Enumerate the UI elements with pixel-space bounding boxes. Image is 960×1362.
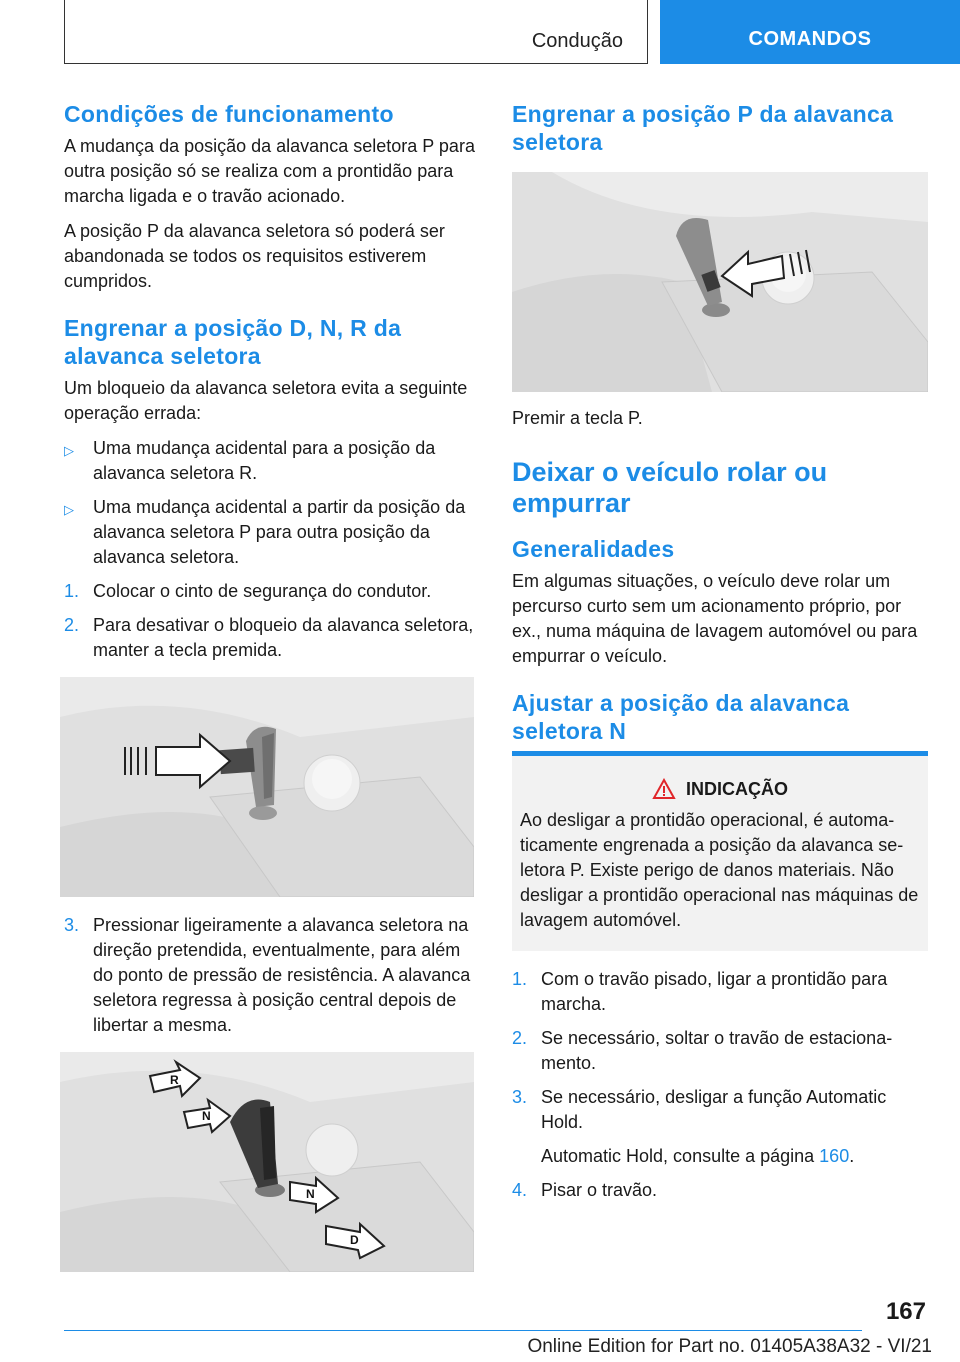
edition-text: Online Edition for Part no. 01405A38A32 - VI/21 (527, 1336, 932, 1357)
arrow-label-d: D (350, 1233, 359, 1247)
arrow-label-n-upper: N (202, 1109, 211, 1123)
step-item (512, 1026, 928, 1076)
heading-engage-p: Engrenar a posição P da alavanca seletora (512, 101, 894, 155)
step-text: Colocar o cinto de segurança do condutor. (93, 581, 432, 601)
heading-roll-push: Deixar o veículo rolar ou empurrar (512, 457, 828, 518)
step-text: Com o travão pisado, ligar a prontidão para marcha. (541, 969, 888, 1014)
step-item (64, 913, 480, 1038)
page-number: 167 (885, 1298, 926, 1325)
arrow-label-r: R (170, 1073, 179, 1087)
bullet-item (64, 495, 480, 570)
step-item (64, 579, 480, 604)
reference-text: Automatic Hold, consulte a página (541, 1146, 820, 1166)
step-item (512, 1085, 928, 1135)
step-text: Pisar o travão. (541, 1180, 658, 1200)
step-number: 4. (512, 1180, 528, 1200)
header-chapter: COMANDOS (748, 28, 872, 50)
heading-conditions: Condições de funcionamento (64, 101, 394, 127)
note-box (512, 751, 928, 951)
step-number: 2. (64, 615, 80, 635)
step-text: Pressionar ligeiramente a alavanca seletora na direção pretendida, eventualmente, para além do ponto de pressão de resistência. A alavanca seletora regressa à posição central depois de libertar a mesma. (93, 915, 471, 1035)
step-item (512, 967, 928, 1017)
bullet-item (64, 436, 480, 486)
reference-end: . (849, 1146, 855, 1166)
bullet-text: Uma mudança acidental para a posição da alavanca seletora R. (93, 438, 436, 483)
note-title-text: INDICAÇÃO (686, 778, 788, 799)
bullet-text: Uma mudança acidental a partir da posição da alavanca seletora P para outra posição da alavanca seletora. (93, 497, 466, 567)
step-item (64, 613, 480, 663)
step-number: 1. (512, 969, 528, 989)
step-number: 3. (512, 1087, 528, 1107)
note-title (520, 778, 920, 800)
header-section: Condução (531, 30, 623, 52)
heading-adjust-n: Ajustar a posição da alavanca seletora N (512, 690, 850, 744)
warning-triangle-icon (652, 778, 676, 800)
page-reference-link[interactable]: 160 (819, 1146, 850, 1166)
note-text: Ao desligar a prontidão operacional, é automaticamente engrenada a posição da alavanca seletora P. Existe perigo de danos materiais. Não desligar a prontidão operacional nas máquinas de lavagem automóvel. (520, 810, 919, 930)
paragraph-press-p: Premir a tecla P. (512, 408, 643, 428)
paragraph-lock: Um bloqueio da alavanca seletora evita a seguinte operação errada: (64, 378, 468, 423)
heading-engage-dnr: Engrenar a posição D, N, R da alavanca seletora (64, 315, 402, 369)
step-reference (512, 1144, 928, 1169)
step-text: Para desativar o bloqueio da alavanca seletora, manter a tecla premida. (93, 615, 474, 660)
illustration-lever-directions (60, 1052, 474, 1272)
step-number: 3. (64, 915, 80, 935)
paragraph-general: Em algumas situações, o veículo deve rolar um percurso curto sem um acionamento próprio, por ex., numa máquina de lavagem automóvel ou para empurrar o veículo. (512, 571, 918, 666)
footer-divider (64, 1330, 862, 1331)
right-column (512, 100, 928, 1212)
step-text: Se necessário, soltar o travão de estacionamento. (541, 1028, 893, 1073)
heading-general: Generalidades (512, 536, 675, 562)
paragraph-conditions-1: A mudança da posição da alavanca seletora P para outra posição só se realiza com a prontidão para marcha ligada e o travão acionado. (64, 136, 475, 206)
step-item (512, 1178, 928, 1203)
triangle-bullet-icon: ▷ (64, 502, 74, 517)
triangle-bullet-icon: ▷ (64, 443, 74, 458)
step-number: 2. (512, 1028, 528, 1048)
arrow-label-n-lower: N (306, 1187, 315, 1201)
step-number: 1. (64, 581, 80, 601)
left-column (64, 100, 480, 1272)
header-section-box (64, 0, 648, 64)
illustration-p-button (512, 172, 928, 392)
paragraph-conditions-2: A posição P da alavanca seletora só poderá ser abandonada se todos os requisitos estiverem cumpridos. (64, 221, 445, 291)
step-text: Se necessário, desligar a função Automatic Hold. (541, 1087, 887, 1132)
header-chapter-tab (660, 0, 960, 64)
illustration-unlock-button (60, 677, 474, 897)
